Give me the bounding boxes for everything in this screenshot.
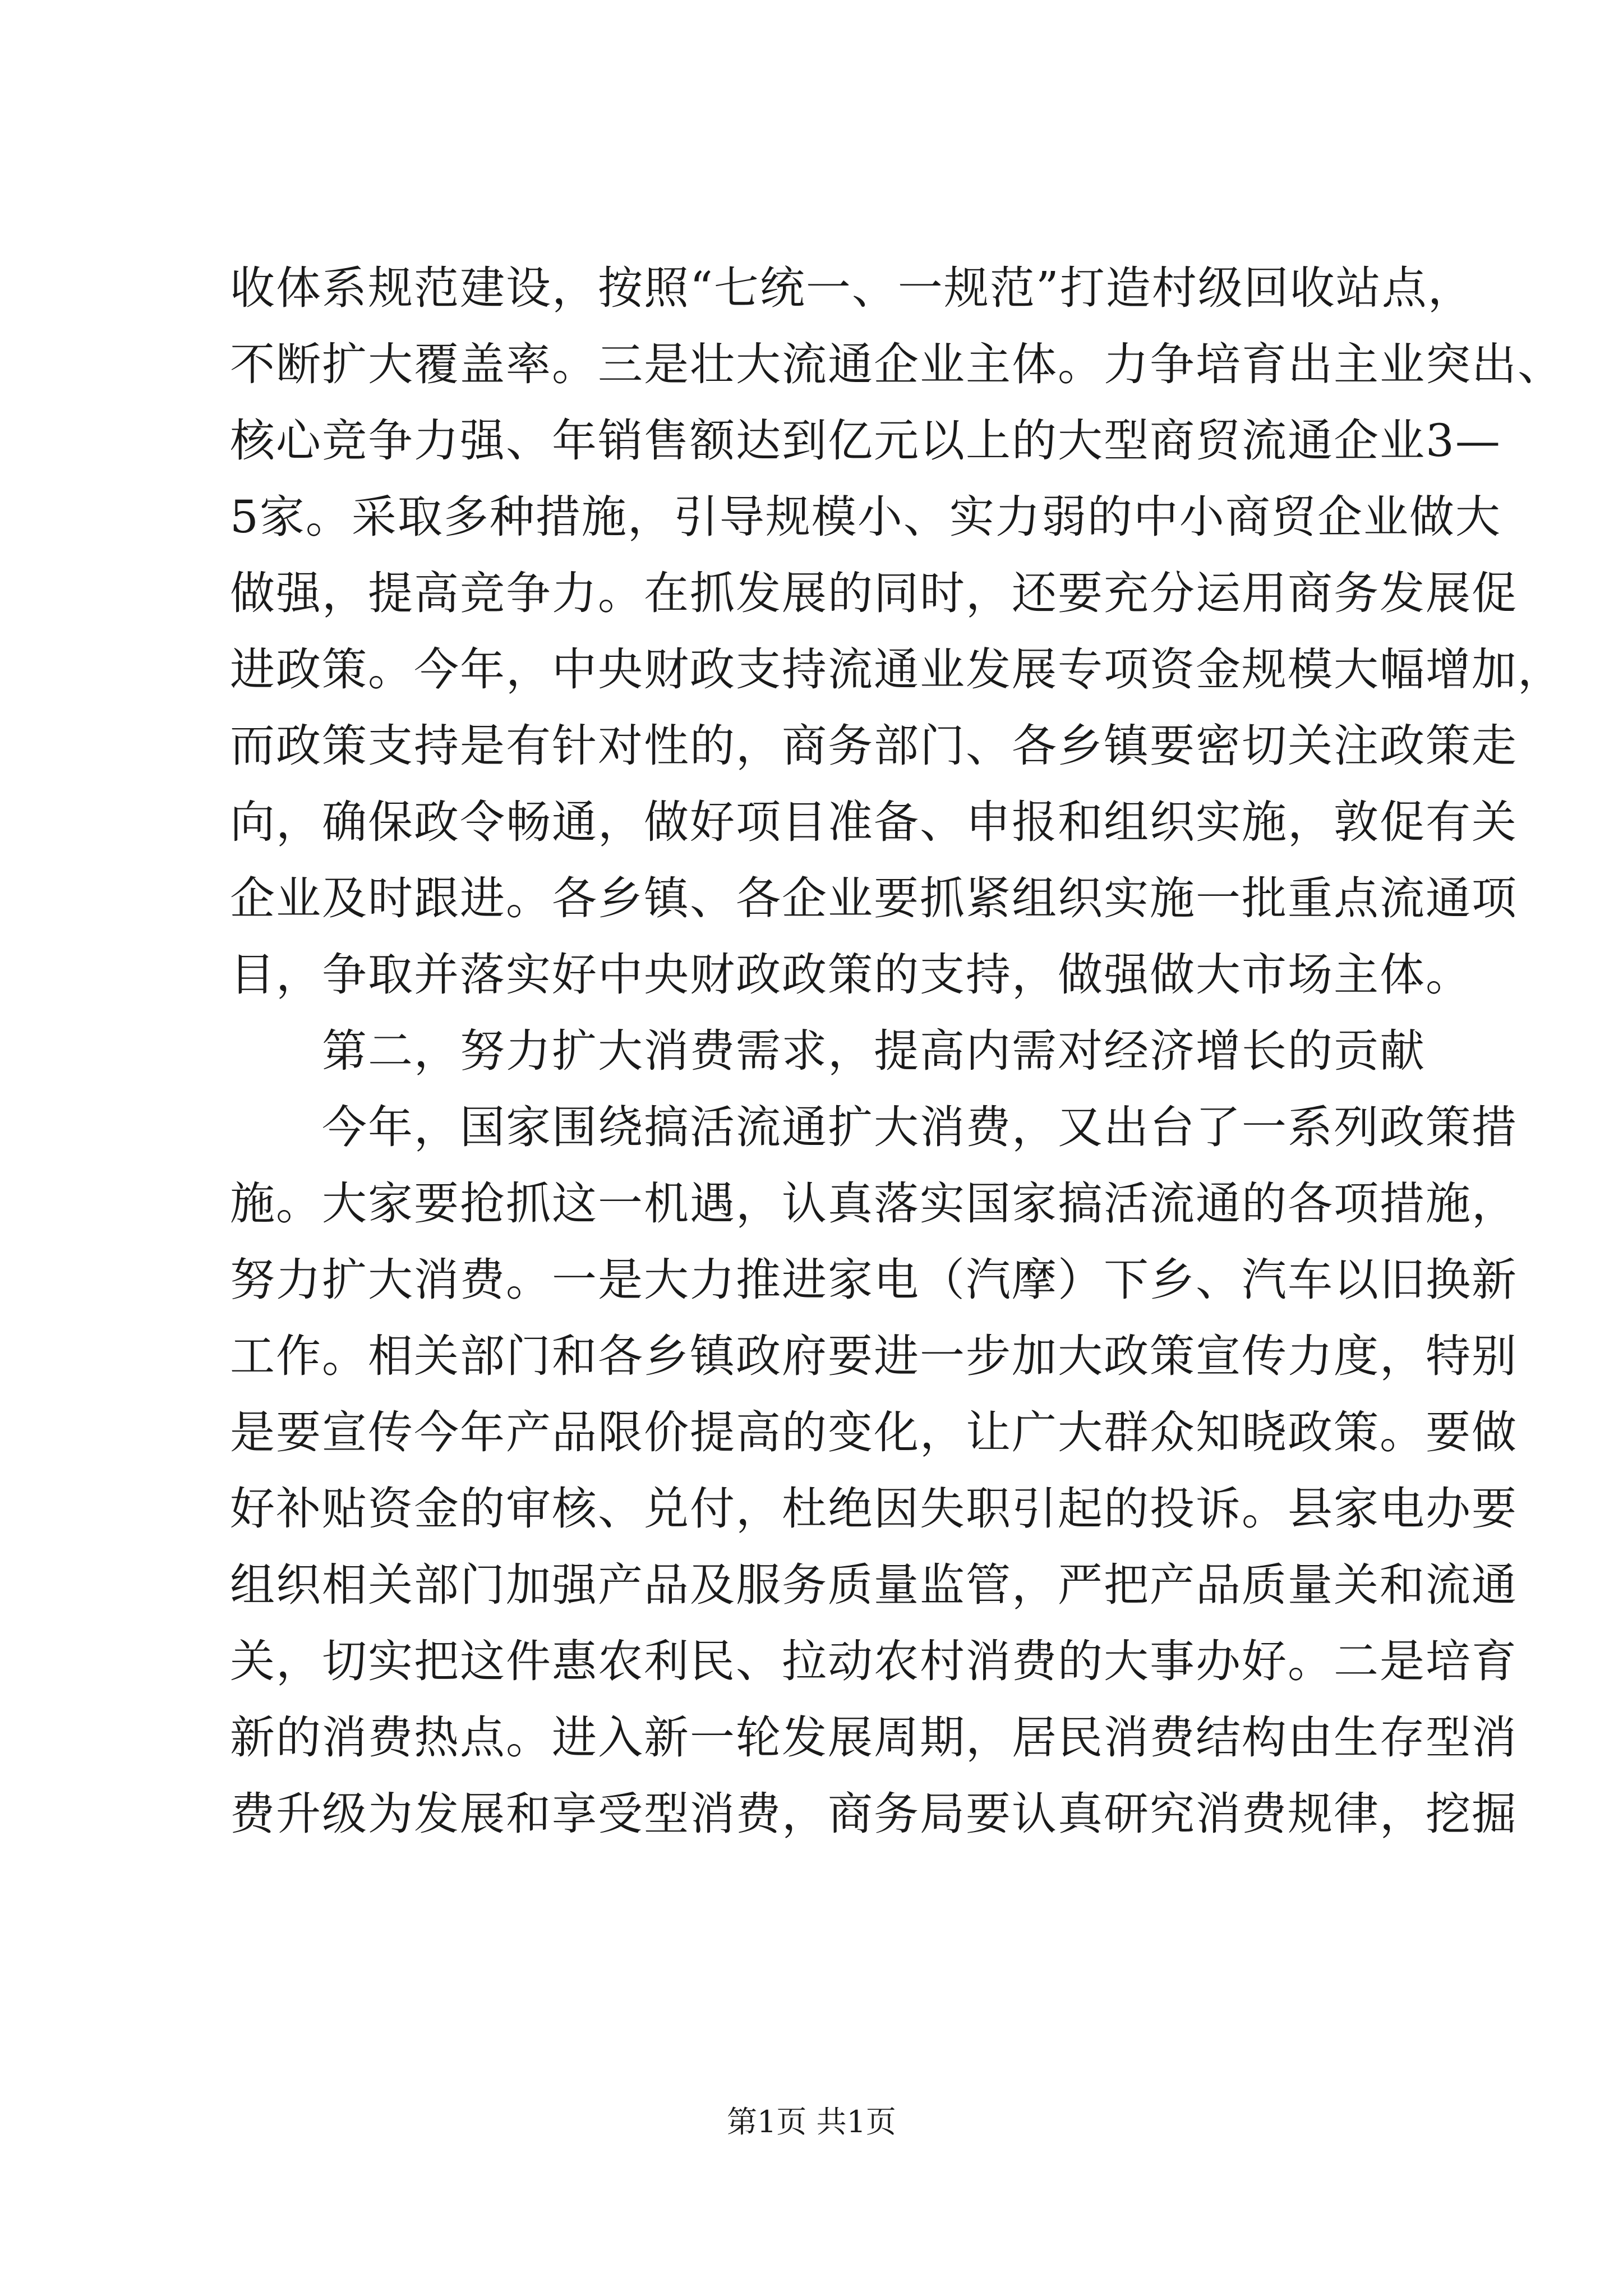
- text-line: 费升级为发展和享受型消费，商务局要认真研究消费规律，挖掘: [230, 1788, 1518, 1840]
- text-line: 是要宣传今年产品限价提高的变化，让广大群众知晓政策。要做: [230, 1406, 1518, 1458]
- text-line: 核心竞争力强、年销售额达到亿元以上的大型商贸流通企业3—: [230, 415, 1501, 467]
- text-line: 而政策支持是有针对性的，商务部门、各乡镇要密切关注政策走: [230, 720, 1518, 772]
- text-line: 努力扩大消费。一是大力推进家电（汽摩）下乡、汽车以旧换新: [230, 1254, 1518, 1306]
- text-line: 进政策。今年，中央财政支持流通业发展专项资金规模大幅增加，: [230, 643, 1564, 696]
- text-line: 5家。采取多种措施，引导规模小、实力弱的中小商贸企业做大: [230, 491, 1501, 543]
- text-line: 收体系规范建设，按照“七统一、一规范”打造村级回收站点，: [230, 262, 1474, 314]
- text-line: 做强，提高竞争力。在抓发展的同时，还要充分运用商务发展促: [230, 567, 1518, 619]
- text-line: 企业及时跟进。各乡镇、各企业要抓紧组织实施一批重点流通项: [230, 872, 1518, 924]
- text-line: 工作。相关部门和各乡镇政府要进一步加大政策宣传力度，特别: [230, 1330, 1518, 1382]
- text-line: 向，确保政令畅通，做好项目准备、申报和组织实施，敦促有关: [230, 796, 1518, 848]
- text-line: 施。大家要抢抓这一机遇，认真落实国家搞活流通的各项措施，: [230, 1177, 1518, 1230]
- text-line: 不断扩大覆盖率。三是壮大流通企业主体。力争培育出主业突出、: [230, 338, 1564, 390]
- page-number: 第1页 共1页: [727, 2104, 896, 2139]
- text-line: 目，争取并落实好中央财政政策的支持，做强做大市场主体。: [230, 949, 1472, 1001]
- text-line: 组织相关部门加强产品及服务质量监管，严把产品质量关和流通: [230, 1559, 1518, 1611]
- text-line: 今年，国家围绕搞活流通扩大消费，又出台了一系列政策措: [230, 1101, 1518, 1153]
- text-line: 好补贴资金的审核、兑付，杜绝因失职引起的投诉。县家电办要: [230, 1483, 1518, 1535]
- body-text: [230, 250, 1564, 1852]
- text-line: 新的消费热点。进入新一轮发展周期，居民消费结构由生存型消: [230, 1711, 1518, 1764]
- page-footer: [0, 2102, 1623, 2142]
- section-heading: 第二，努力扩大消费需求，提高内需对经济增长的贡献: [230, 1025, 1426, 1077]
- text-line: 关，切实把这件惠农利民、拉动农村消费的大事办好。二是培育: [230, 1635, 1518, 1687]
